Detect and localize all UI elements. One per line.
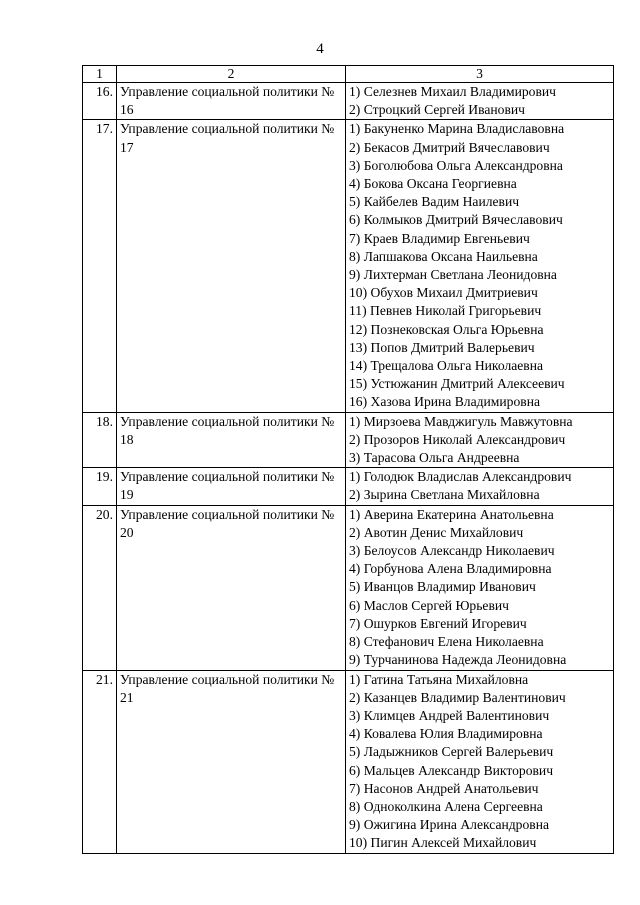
table-row [83, 412, 614, 468]
row-number: 16. [83, 83, 117, 120]
member-list [346, 505, 614, 670]
row-number: 20. [83, 505, 117, 670]
member-name: 1) Аверина Екатерина Анатольевна [349, 506, 554, 522]
member-name: 3) Боголюбова Ольга Александровна [349, 157, 563, 173]
member-list [346, 412, 614, 468]
member-name: 7) Краев Владимир Евгеньевич [349, 230, 530, 246]
member-list [346, 468, 614, 505]
member-name: 6) Маслов Сергей Юрьевич [349, 597, 509, 613]
member-name: 1) Бакуненко Марина Владиславовна [349, 121, 565, 137]
table-row [83, 468, 614, 505]
member-name: 4) Бокова Оксана Георгиевна [349, 176, 517, 192]
member-name: 3) Белоусов Александр Николаевич [349, 543, 555, 559]
member-name: 7) Ошурков Евгений Игоревич [349, 615, 527, 631]
page-number: 4 [316, 41, 324, 57]
member-name: 3) Климцев Андрей Валентинович [349, 707, 550, 723]
member-name: 9) Турчанинова Надежда Леонидовна [349, 652, 567, 668]
department-name: Управление социальной политики № 19 [117, 468, 346, 505]
commission-table [82, 65, 614, 854]
member-name: 2) Казанцев Владимир Валентинович [349, 689, 566, 705]
row-number: 17. [83, 120, 117, 412]
member-name: 2) Авотин Денис Михайлович [349, 524, 524, 540]
member-name: 4) Ковалева Юлия Владимировна [349, 726, 543, 742]
table-body [83, 83, 614, 854]
member-name: 2) Бекасов Дмитрий Вячеславович [349, 139, 550, 155]
member-name: 1) Мирзоева Мавджигуль Мавжутовна [349, 413, 573, 429]
member-name: 10) Пигин Алексей Михайлович [349, 835, 537, 851]
member-list [346, 120, 614, 412]
member-name: 2) Строцкий Сергей Иванович [349, 102, 525, 118]
member-name: 11) Певнев Николай Григорьевич [349, 303, 542, 319]
member-name: 15) Устюжанин Дмитрий Алексеевич [349, 376, 565, 392]
member-name: 8) Стефанович Елена Николаевна [349, 634, 544, 650]
member-name: 4) Горбунова Алена Владимировна [349, 561, 552, 577]
member-name: 9) Лихтерман Светлана Леонидовна [349, 267, 557, 283]
department-name: Управление социальной политики № 18 [117, 412, 346, 468]
member-name: 16) Хазова Ирина Владимировна [349, 394, 540, 410]
member-name: 2) Прозоров Николай Александрович [349, 431, 566, 447]
row-number: 19. [83, 468, 117, 505]
member-name: 13) Попов Дмитрий Валерьевич [349, 339, 535, 355]
member-name: 9) Ожигина Ирина Александровна [349, 817, 550, 833]
member-name: 5) Кайбелев Вадим Наилевич [349, 194, 520, 210]
member-name: 1) Голодюк Владислав Александрович [349, 469, 572, 485]
row-number: 21. [83, 670, 117, 853]
table-row [83, 670, 614, 853]
header-row [83, 66, 614, 83]
member-name: 14) Трещалова Ольга Николаевна [349, 358, 544, 374]
member-name: 3) Тарасова Ольга Андреевна [349, 450, 520, 466]
member-name: 10) Обухов Михаил Дмитриевич [349, 285, 538, 301]
column-header-2: 2 [117, 66, 346, 83]
member-name: 8) Лапшакова Оксана Наильевна [349, 248, 538, 264]
member-name: 5) Иванцов Владимир Иванович [349, 579, 536, 595]
member-name: 6) Мальцев Александр Викторович [349, 762, 554, 778]
column-header-3: 3 [346, 66, 614, 83]
member-name: 5) Ладыжников Сергей Валерьевич [349, 744, 554, 760]
member-name: 7) Насонов Андрей Анатольевич [349, 780, 539, 796]
table-row [83, 505, 614, 670]
department-name: Управление социальной политики № 17 [117, 120, 346, 412]
column-header-1: 1 [83, 66, 117, 83]
member-name: 6) Колмыков Дмитрий Вячеславович [349, 212, 563, 228]
member-list [346, 83, 614, 120]
member-name: 1) Гатина Татьяна Михайловна [349, 671, 529, 687]
table-row [83, 83, 614, 120]
department-name: Управление социальной политики № 21 [117, 670, 346, 853]
member-name: 1) Селезнев Михаил Владимирович [349, 84, 557, 99]
member-name: 8) Одноколкина Алена Сергеевна [349, 798, 543, 814]
row-number: 18. [83, 412, 117, 468]
department-name: Управление социальной политики № 16 [117, 83, 346, 120]
member-name: 12) Познековская Ольга Юрьевна [349, 321, 544, 337]
department-name: Управление социальной политики № 20 [117, 505, 346, 670]
table-row [83, 120, 614, 412]
member-list [346, 670, 614, 853]
member-name: 2) Зырина Светлана Михайловна [349, 487, 540, 503]
